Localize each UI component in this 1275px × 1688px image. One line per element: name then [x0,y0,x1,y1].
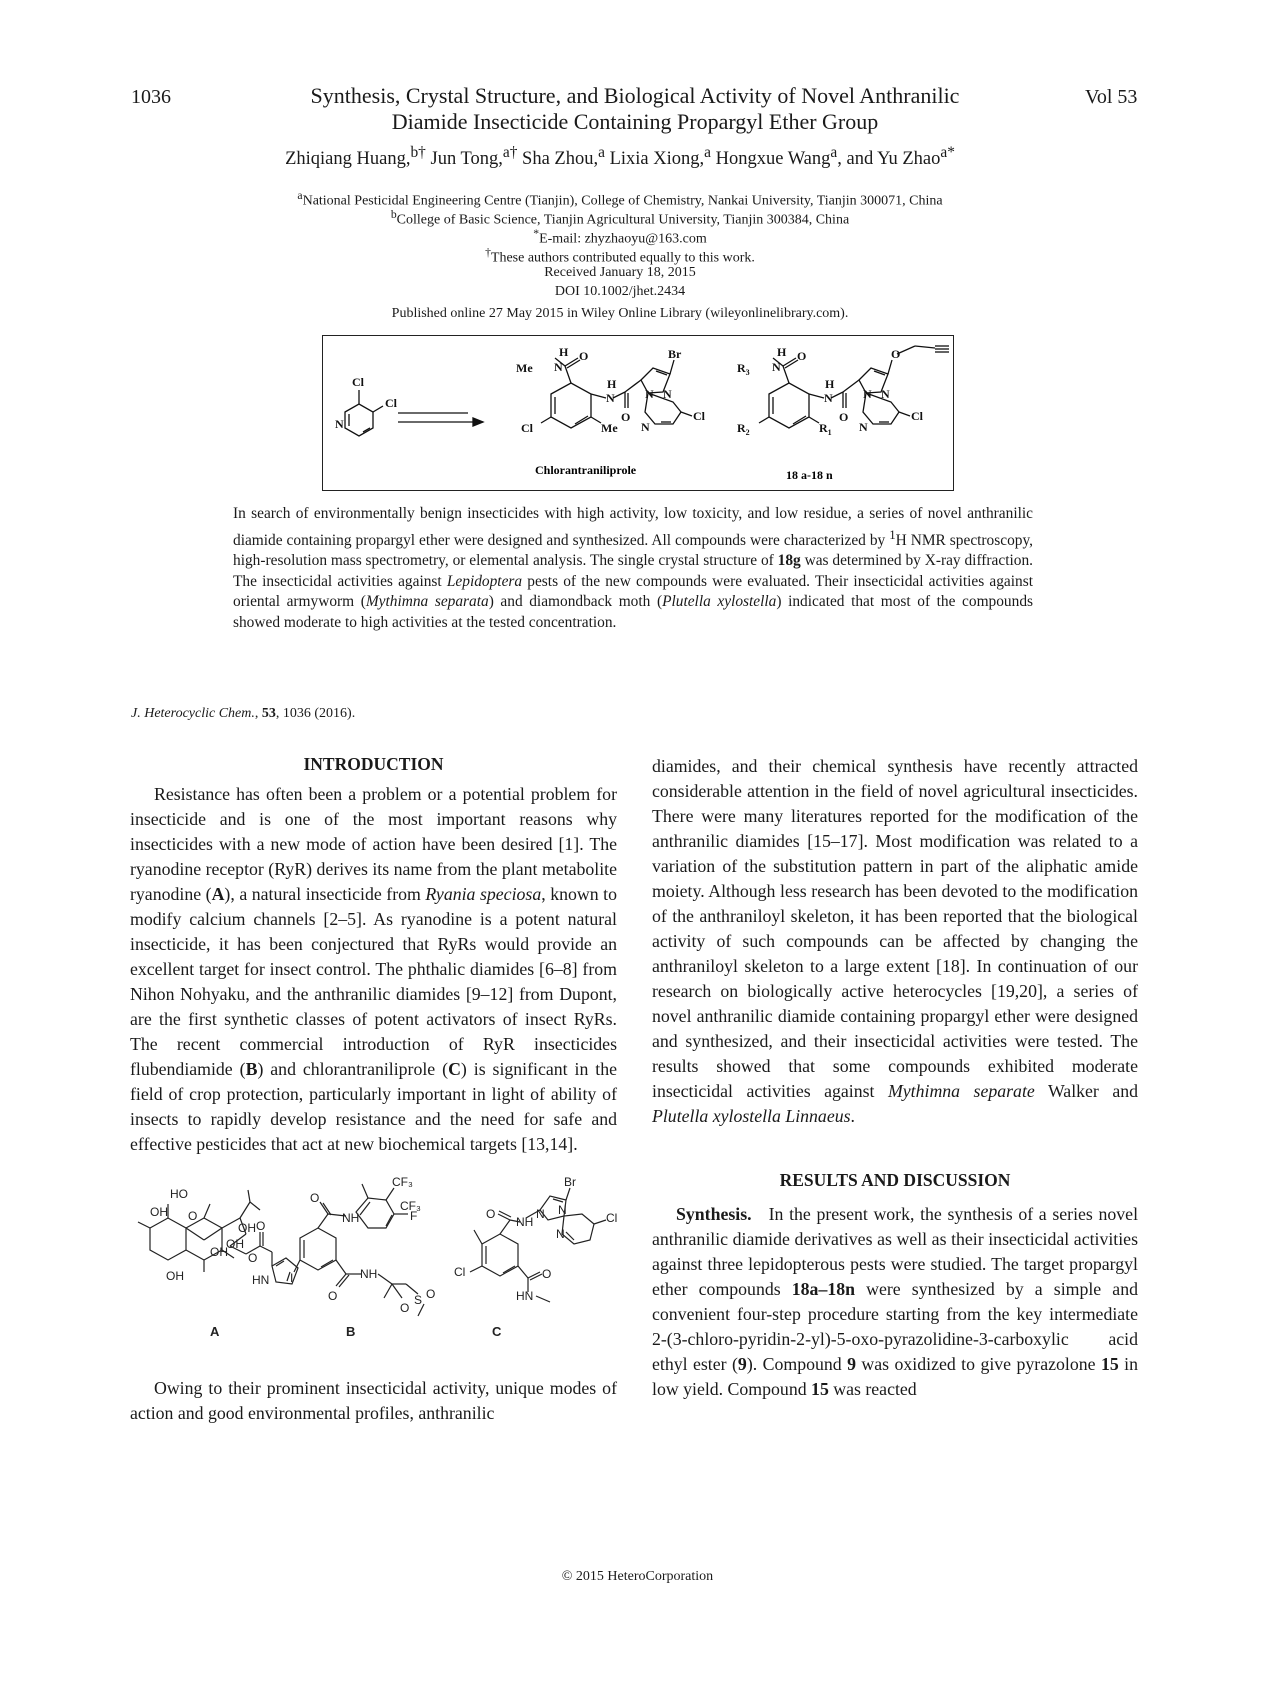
atom-label: Cl [606,1211,618,1225]
atom-label: O [579,349,589,363]
atom-label: H [559,345,569,359]
abstract-text: ) and diamondback moth ( [488,593,663,611]
atom-label: O [426,1287,436,1301]
author-name: Lixia Xiong, [604,149,705,170]
atom-label: OH [238,1221,256,1235]
section-heading-introduction: INTRODUCTION [303,754,444,774]
atom-label: $R_1$ [819,421,832,437]
para-text: ) and chlorantraniliprole ( [257,1059,449,1079]
atom-label: Me [516,361,533,375]
author-affil-mark: a* [940,144,955,161]
atom-label: O [310,1191,320,1205]
affil-text: College of Basic Science, Tianjin Agricultural University, Tianjin 300384, China [396,212,850,228]
para-text: , known to modify calcium channels [2–5]. As ryanodine is a potent natural insecticide, it has been conjectured that RyRs would provide an excellent target for insect control. The phthalic diamides [6–8] from Nihon Nohyaku, and the anthranilic diamides [9–12] from Dupont, are the first synthetic classes of potent activators of insect RyRs. The recent commercial introduction of RyR insecticides flubendiamide ( [130,884,617,1079]
atom-label: N [824,391,833,405]
atom-label: OH [226,1237,244,1251]
atom-label: O [256,1219,266,1233]
atom-label: O [486,1207,496,1221]
atom-label: OH [166,1269,184,1283]
atom-label: N [645,387,654,401]
atom-label: F [410,1209,418,1223]
atom-label: HN [252,1273,270,1287]
abstract-text: In search of environmentally benign insecticides with high activity, low toxicity, and low residue, a series of novel anthranilic diamide containing propargyl ether were designed and synthesized. All compounds were characterized by [233,505,1033,549]
journal-name: J. Heterocyclic Chem. [131,706,255,721]
email-text: E-mail: zhyzhaoyu@163.com [539,231,707,247]
atom-label: Br [564,1175,576,1189]
atom-label: O [797,349,807,363]
atom-label: HO [170,1187,188,1201]
copyright-footer: © 2015 HeteroCorporation [561,1569,714,1584]
author-name: Jun Tong, [425,149,503,170]
atom-label: Cl [385,396,397,410]
author-name: Hongxue Wang [710,149,831,170]
abstract-text: H NMR spectroscopy, high-resolution mass spectrometry, or elemental analysis. The single crystal structure of [233,531,1034,570]
para-text: were synthesized by a simple and convenient four-step procedure starting from the key intermediate 2-(3-chloro-pyridin-2-yl)-5-oxo-pyrazolidine-3-carboxylic acid ethyl ester ( [652,1279,1138,1374]
atom-label: Cl [454,1265,466,1279]
doi: DOI 10.1002/jhet.2434 [554,284,686,299]
author-name: Sha Zhou, [517,149,599,170]
compound-ref: 9 [847,1354,856,1374]
atom-label: N [663,387,672,401]
intro-paragraph-1 [130,782,617,1157]
compound-ref: 18g [777,552,801,570]
affiliation-b [150,208,1090,229]
graphical-abstract [322,335,954,491]
structure-label-b: B [346,1324,356,1339]
author-affil-mark: a† [502,144,518,161]
atom-label: O [839,410,849,424]
para-text: diamides, and their chemical synthesis have recently attracted considerable attention in the field of novel agricultural insecticides. There were many literatures reported for the modification of the anthranilic diamides [15–17]. Most modification was related to a variation of the substitution pattern in part of the aliphatic amide moiety. Although less research has been devoted to the modification of the anthraniloyl skeleton, it has been reported that the biological activity of such compounds can be affected by changing the anthraniloyl skeleton to a large extent [18]. In continuation of our research on biologically active heterocycles [19,20], a series of novel anthranilic diamide containing propargyl ether were designed and synthesized, and their insecticidal activities were tested. The results showed that some compounds exhibited moderate insecticidal activities against [652,756,1138,1101]
compound-ref: 9 [737,1354,747,1374]
right-column-paragraph-1 [652,754,1138,1129]
atom-label: S [414,1293,423,1307]
author-affil-mark: a [598,144,605,161]
atom-label: $R_3$ [737,361,750,377]
atom-label: Me [601,421,618,435]
author-affil-mark: a [704,144,711,161]
taxon-name: Mythimna separate [887,1081,1035,1101]
section-heading-results: RESULTS AND DISCUSSION [779,1170,1011,1190]
structure-label-a: A [210,1324,220,1339]
graphical-abstract-scheme [323,336,953,490]
atom-label: NH [342,1211,360,1225]
author-name: , and Yu Zhao [837,149,941,170]
page-number: 1036 [131,86,171,108]
taxon-name: Ryania speciosa [425,884,542,904]
compound-ref: 18a–18n [791,1279,855,1299]
atom-label: OH [150,1205,168,1219]
author-name: Zhiqiang Huang, [285,149,411,170]
synthesis-paragraph [652,1202,1138,1402]
atom-label: Cl [521,421,533,435]
atom-label: O [891,347,901,361]
atom-label: Br [668,347,682,361]
atom-label: N [335,417,344,431]
compound-ref: A [211,884,225,904]
compound-ref: 15 [1100,1354,1119,1374]
atom-label: HN [516,1289,534,1303]
para-text: ) is significant in the field of crop protection, particularly important in light of ability of insects to rapidly develop resistance and the need for safe and effective pesticides that act at new biochemical targets [13,14]. [130,1059,618,1154]
atom-label: O [328,1289,338,1303]
atom-label: N [556,1227,565,1241]
compound-ref: B [245,1059,258,1079]
para-text: was oxidized to give pyrazolone [855,1354,1101,1374]
atom-label: N [536,1207,545,1221]
article-title [250,83,1020,135]
abstract-text: ) indicated that most of the compounds showed moderate to high activities at the tested concentration. [233,593,1034,631]
atom-label: NH [360,1267,378,1281]
equal-mark: † [485,246,491,259]
author-affil-mark: b† [410,144,426,161]
atom-label: I [290,1271,294,1285]
label-chlorantraniliprole: Chlorantraniliprole [535,463,637,477]
author-affil-mark: a [830,144,838,161]
atom-label: $R_2$ [737,421,750,437]
compound-ref: C [448,1059,461,1079]
structures-figure [130,1175,618,1344]
intro-paragraph-2 [130,1376,617,1426]
taxon-name: Plutella xylostella Linnaeus [652,1106,851,1126]
published-online: Published online 27 May 2015 in Wiley Online Library (wileyonlinelibrary.com). [391,306,849,321]
abstract-sup: 1 [889,527,896,542]
taxon-name: Lepidoptera [446,572,523,590]
taxon-name: Plutella xylostella [662,593,777,611]
equal-text: These authors contributed equally to this work. [490,250,755,266]
email-mark: * [533,227,540,240]
para-text: Resistance has often been a problem or a potential problem for insecticide and is one of the most important reasons why insecticides with a new mode of action have been desired [1]. The ryanodine receptor (RyR) derives its name from the plant metabolite ryanodine ( [130,784,617,904]
atom-label: N [558,1203,567,1217]
para-text: Walker and [1034,1081,1138,1101]
affil-mark: a [297,189,303,202]
label-compound-series: 18 a-18 n [786,468,833,482]
atom-label: N [606,391,615,405]
atom-label: N [881,387,890,401]
email-line [150,227,1090,248]
abstract-text: was determined by X-ray diffraction. The insecticidal activities against [233,552,1033,590]
atom-label: N [863,387,872,401]
atom-label: O [188,1209,198,1223]
equal-contribution-note [150,246,1090,267]
affiliation-a [150,189,1090,210]
atom-label: CF₃ [400,1199,421,1213]
abstract [233,504,1033,633]
atom-label: Cl [352,375,364,389]
affil-mark: b [390,208,397,221]
atom-label: N [554,360,563,374]
ryanodine-receptor-ligands [130,1175,618,1344]
structure-label-c: C [492,1324,502,1339]
abstract-text: pests of the new compounds were evaluated. Their insecticidal activities against oriental armyworm ( [233,572,1033,611]
compound-ref: 15 [811,1379,829,1399]
atom-label: N [641,420,650,434]
atom-label: H [607,377,617,391]
para-text: was reacted [828,1379,917,1399]
atom-label: N [772,360,781,374]
volume-label: Vol 53 [1085,86,1138,108]
affil-text: National Pesticidal Engineering Centre (Tianjin), College of Chemistry, Nankai University, Tianjin 300071, China [302,193,943,209]
journal-citation [131,706,355,722]
subsection-label: Synthesis. [676,1204,752,1224]
author-list [150,144,1090,170]
atom-label: O [621,410,631,424]
para-text: Owing to their prominent insecticidal activity, unique modes of action and good environmental profiles, anthranilic [130,1378,617,1423]
atom-label: O [400,1301,410,1315]
atom-label: H [777,345,787,359]
para-text: ). Compound [746,1354,848,1374]
title-line-2: Diamide Insecticide Containing Propargyl Ether Group [391,109,879,134]
atom-label: NH [516,1215,534,1229]
citation-pages: , 1036 (2016). [275,706,356,721]
para-text: in low yield. Compound [652,1354,1138,1399]
atom-label: Cl [693,409,705,423]
received-date: Received January 18, 2015 [544,265,696,280]
atom-label: Cl [911,409,923,423]
journal-volume: 53 [261,706,276,721]
para-text: In the present work, the synthesis of a series novel anthranilic diamide derivatives as well as their insecticidal activities against three lepidopterous pests were studied. The target propargyl ether compounds [652,1204,1139,1299]
atom-label: O [248,1251,258,1265]
atom-label: H [825,377,835,391]
atom-label: CF₃ [392,1175,413,1189]
taxon-name: Mythimna separata [365,593,489,611]
atom-label: O [542,1267,552,1281]
atom-label: OH [210,1245,228,1259]
atom-label: N [859,420,868,434]
title-line-1: Synthesis, Crystal Structure, and Biological Activity of Novel Anthranilic [310,83,960,108]
citation-sep: , [254,706,262,721]
para-text: . [850,1106,855,1126]
para-text: ), a natural insecticide from [224,884,426,904]
